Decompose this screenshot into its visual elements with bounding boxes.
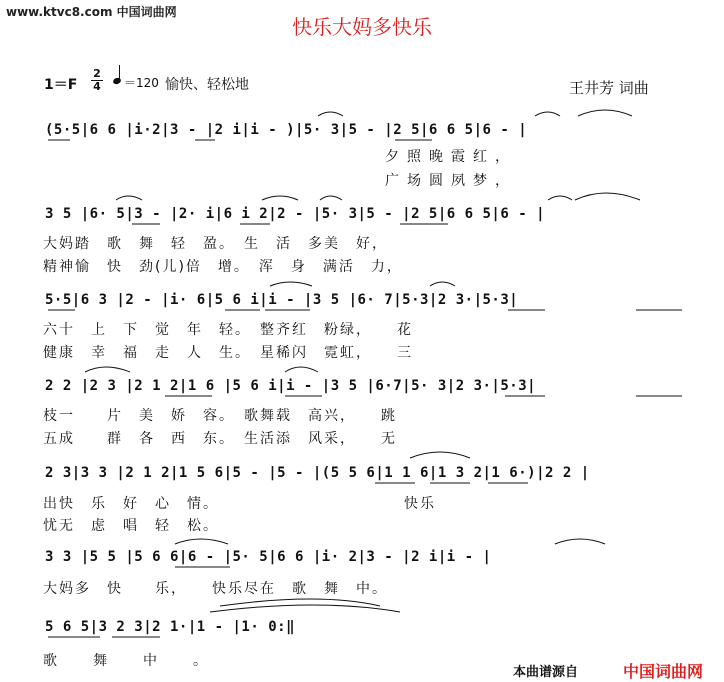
slur-mark <box>270 282 312 286</box>
notation-row-4: 2 2 |2 3 |2 1 2|1 6 |5 6 i|i - |3 5 |6·7|5· 3|2 3·|5·3| <box>45 378 537 394</box>
slur-mark <box>175 539 228 544</box>
time-signature-bottom: 4 <box>93 80 101 93</box>
notation-row-5: 2 3|3 3 |2 1 2|1 5 6|5 - |5 - |(5 5 6|1 1 6|1 3 2|1 6·)|2 2 | <box>45 465 590 481</box>
notation-row-1: (5·5|6 6 |i·2|3 - |2 i|i - )|5· 3|5 - |2 5|6 6 5|6 - | <box>45 122 528 138</box>
slur-mark <box>548 196 572 200</box>
lyric-row-2-verse-1: 大妈踏 歌 舞 轻 盈。 生 活 多美 好， <box>43 236 388 252</box>
site-watermark: www.ktvc8.com 中国词曲网 <box>6 5 177 19</box>
time-signature-top: 2 <box>93 67 101 80</box>
lyric-row-3-verse-1: 六十 上 下 觉 年 轻。 整齐红 粉绿， 花 <box>43 322 413 338</box>
tempo-marking: ＝120 <box>124 76 159 90</box>
song-title: 快乐大妈多快乐 <box>292 15 432 39</box>
slur-mark <box>555 539 605 544</box>
slur-mark <box>578 110 632 116</box>
lyric-row-4-verse-2: 五成 群 各 西 东。 生活添 风采， 无 <box>43 431 397 447</box>
source-brand-logo[interactable]: 中国词曲网 <box>623 662 704 681</box>
slur-mark <box>285 367 318 372</box>
notation-row-6: 3 3 |5 5 |5 6 6|6 - |5· 5|6 6 |i· 2|3 - |2 i|i - | <box>45 549 492 565</box>
slur-mark <box>85 367 130 372</box>
lyric-row-5-verse-2: 忧无 虑 唱 轻 松。 <box>43 518 219 534</box>
slur-mark <box>262 196 298 200</box>
lyric-row-2-verse-2: 精神愉 快 劲(儿)倍 增。 浑 身 满活 力， <box>43 259 403 275</box>
lyric-row-1-verse-2: 广场圆夙梦， <box>385 173 517 189</box>
slur-mark <box>410 452 470 458</box>
lyric-row-1-verse-1: 夕照晚霞红， <box>385 149 517 165</box>
slur-mark <box>116 196 142 200</box>
notation-row-7: 5 6 5|3 2 3|2 1·|1 - |1· 0:‖ <box>45 619 296 635</box>
notation-row-2: 3 5 |6· 5|3 - |2· i|6 i 2|2 - |5· 3|5 - |2 5|6 6 5|6 - | <box>45 206 546 222</box>
lyric-row-3-verse-2: 健康 幸 福 走 人 生。 星稀闪 霓虹， 三 <box>43 345 413 361</box>
slur-mark <box>318 112 343 116</box>
slur-mark <box>430 282 455 286</box>
expression-marking: 愉快、轻松地 <box>165 77 249 93</box>
lyric-row-5-verse-1: 出快 乐 好 心 情。 快乐 <box>43 496 436 512</box>
slur-mark <box>535 112 560 116</box>
slur-mark <box>575 193 640 200</box>
notation-row-3: 5·5|6 3 |2 - |i· 6|5 6 i|i - |3 5 |6· 7|5·3|2 3·|5·3| <box>45 292 519 308</box>
lyric-row-6: 大妈多 快 乐， 快乐尽在 歌 舞 中。 <box>43 581 388 597</box>
key-signature: 1＝F <box>44 77 78 93</box>
lyric-row-7: 歌舞中。 <box>43 653 243 669</box>
tie-mark <box>210 605 400 612</box>
source-label: 本曲谱源自 <box>513 665 579 680</box>
composer-credit: 王井芳 词曲 <box>569 79 649 97</box>
lyric-row-4-verse-1: 枝一 片 美 娇 容。 歌舞载 高兴， 跳 <box>43 408 397 424</box>
slur-mark <box>320 196 342 200</box>
